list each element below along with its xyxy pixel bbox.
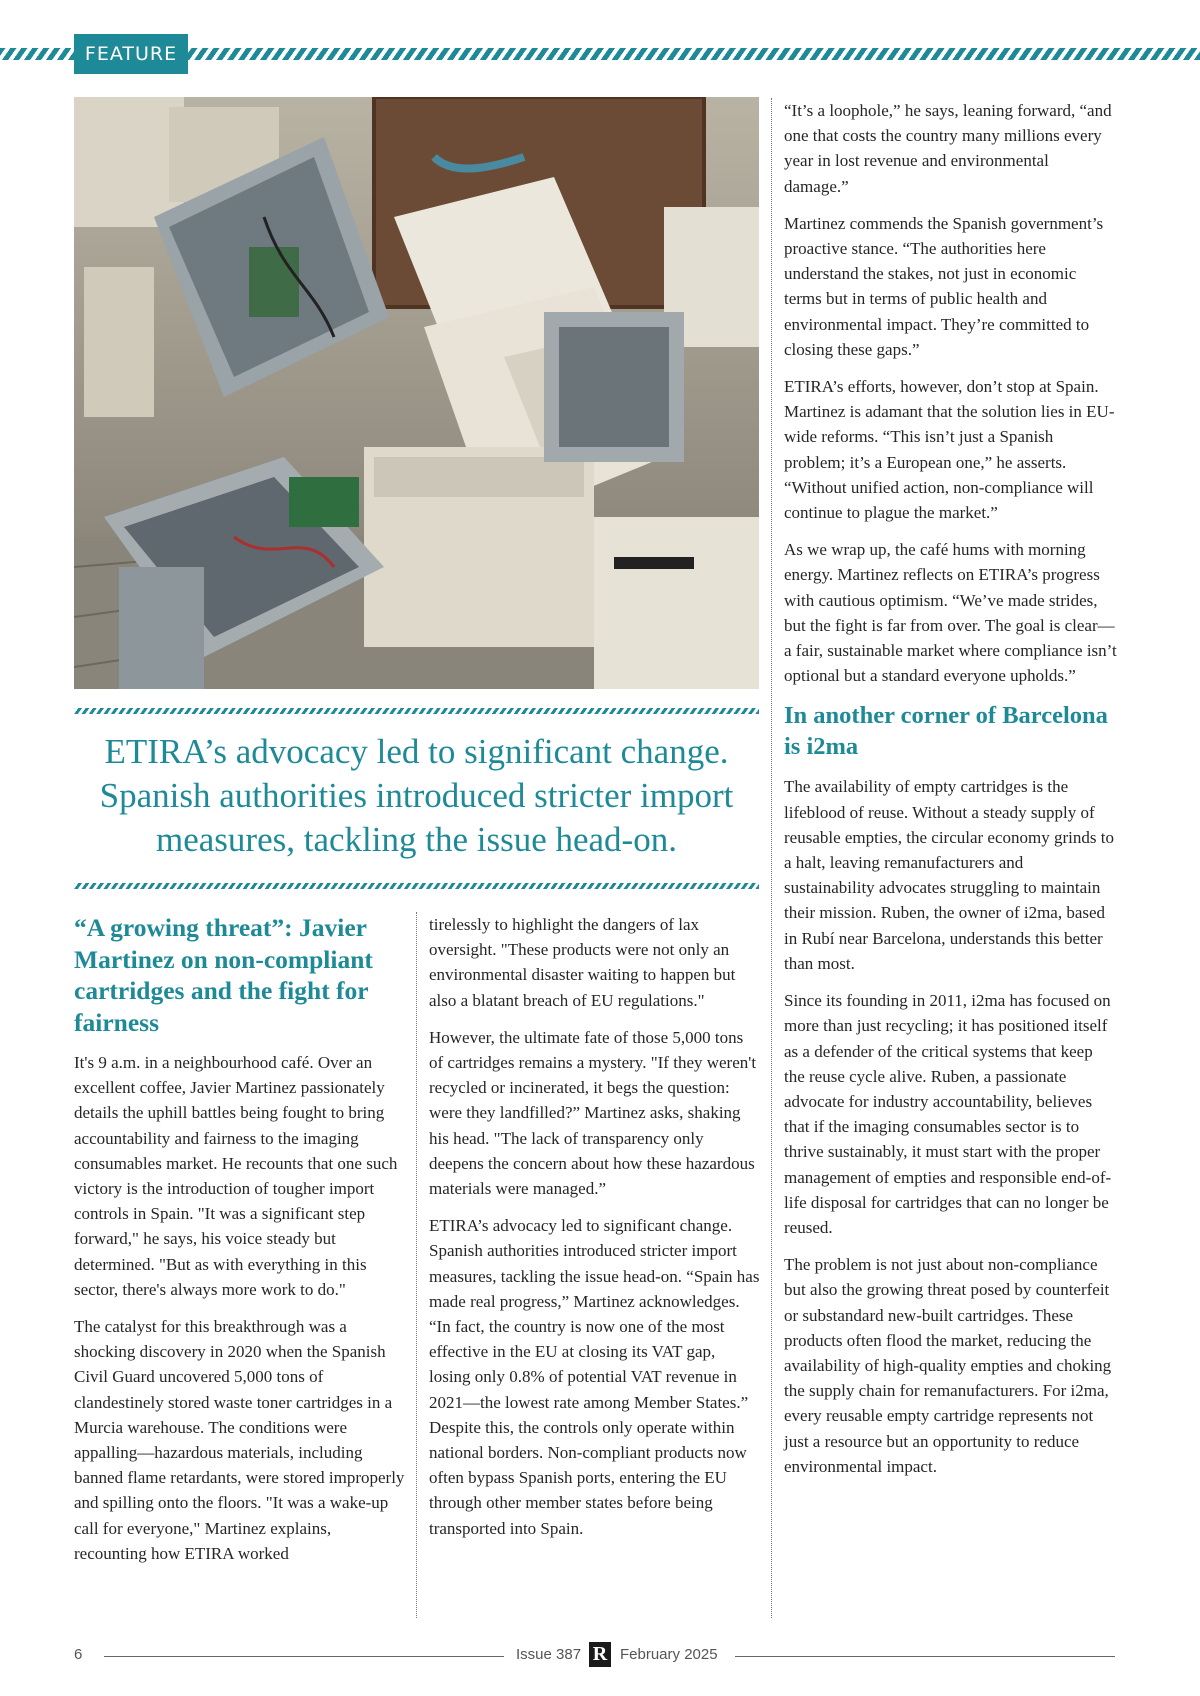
footer-rule-right — [735, 1656, 1115, 1657]
paragraph: tirelessly to highlight the dangers of lax oversight. "These products were not only an environmental disaster waiting to happen but also a blatant breach of EU regulations." — [429, 915, 736, 1010]
issue-number: Issue 387 — [516, 1646, 582, 1663]
section-tag: FEATURE — [74, 34, 188, 74]
paragraph: However, the ultimate fate of those 5,000 tons of cartridges remains a mystery. "If they weren't recycled or incinerated, it begs the question: were they landfilled?” Martinez asks, shaking his head. "The lack of transparency only deepens the concern about how these hazardous materials were managed.” — [429, 1027, 757, 1199]
paragraph: “It’s a loophole,” he says, leaning forward, “and one that costs the country many millions every year in lost revenue and environmental damage.” — [784, 101, 1112, 196]
column-divider-2 — [771, 98, 772, 1618]
header-stripe-left — [0, 48, 74, 60]
pullquote-rule-top — [74, 708, 759, 714]
header-stripe-right — [188, 48, 1200, 60]
magazine-logo-icon: R — [589, 1642, 611, 1667]
subheading: In another corner of Barcelona is i2ma — [784, 702, 1108, 761]
issue-date: February 2025 — [620, 1646, 718, 1663]
article-column-1 — [74, 912, 406, 1578]
paragraph: It's 9 a.m. in a neighbourhood café. Over an excellent coffee, Javier Martinez passionately details the uphill battles being fought to bring accountability and fairness to the imaging consumables market. He recounts that one such victory is the introduction of tougher import controls in Spain. "It was a significant step forward," he says, his voice steady but determined. "But as with everything in this sector, there's always more work to do." — [74, 1053, 398, 1299]
e-waste-photo — [74, 97, 759, 689]
paragraph: As we wrap up, the café hums with morning energy. Martinez reflects on ETIRA’s progress with cautious optimism. “We’ve made strides, but the fight is far from over. The goal is clear—a fair, sustainable market where compliance isn’t optional but a standard everyone upholds.” — [784, 540, 1117, 686]
page-footer — [0, 1640, 1200, 1670]
pullquote: ETIRA’s advocacy led to significant change. Spanish authorities introduced stricter import measures, tackling the issue head-on. — [99, 732, 734, 859]
paragraph: The catalyst for this breakthrough was a shocking discovery in 2020 when the Spanish Civil Guard uncovered 5,000 tons of clandestinely stored waste toner cartridges in a Murcia warehouse. The conditions were appalling—hazardous materials, including banned flame retardants, were stored improperly and spilling onto the floors. "It was a wake-up call for everyone," Martinez explains, recounting how ETIRA worked — [74, 1317, 405, 1563]
page-number: 6 — [74, 1646, 83, 1663]
paragraph: ETIRA’s efforts, however, don’t stop at Spain. Martinez is adamant that the solution lies in EU-wide reforms. “This isn’t just a Spanish problem; it’s a European one,” he asserts. “Without unified action, non-compliance will continue to plague the market.” — [784, 377, 1115, 523]
column-divider-1 — [416, 912, 417, 1618]
paragraph: The problem is not just about non-compliance but also the growing threat posed by counterfeit or substandard new-built cartridges. These products often flood the market, reducing the availability of high-quality empties and choking the supply chain for remanufacturers. For i2ma, every reusable empty cartridge represents not just a resource but an opportunity to reduce environmental impact. — [784, 1255, 1112, 1476]
paragraph: ETIRA’s advocacy led to significant change. Spanish authorities introduced stricter import measures, tackling the issue head-on. “Spain has made real progress,” Martinez acknowledges. “In fact, the country is now one of the most effective in the EU at closing its VAT gap, losing only 0.8% of potential VAT revenue in 2021—the lowest rate among Member States.” Despite this, the controls only operate within national borders. Non-compliant products now often bypass Spanish ports, entering the EU through other member states before being transported into Spain. — [429, 1216, 760, 1538]
paragraph: The availability of empty cartridges is the lifeblood of reuse. Without a steady supply of reusable empties, the circular economy grinds to a halt, leaving remanufacturers and sustainability advocates struggling to maintain their mission. Ruben, the owner of i2ma, based in Rubí near Barcelona, understands this better than most. — [784, 777, 1114, 973]
article-column-2 — [429, 912, 761, 1553]
footer-rule-left — [104, 1656, 504, 1657]
paragraph: Martinez commends the Spanish government’s proactive stance. “The authorities here understand the stakes, not just in economic terms but in terms of public health and environmental impact. They’re committed to closing these gaps.” — [784, 213, 1104, 359]
article-headline: “A growing threat”: Javier Martinez on non-compliant cartridges and the fight for fairness — [74, 913, 373, 1037]
paragraph: Since its founding in 2011, i2ma has focused on more than just recycling; it has positioned itself as a defender of the critical systems that keep the reuse cycle alive. Ruben, a passionate advocate for industry accountability, believes that if the imaging consumables sector is to thrive sustainably, it must start with the proper management of empties and responsible end-of-life disposal for cartridges that can no longer be reused. — [784, 991, 1112, 1237]
pullquote-rule-bottom — [74, 883, 759, 889]
article-column-3 — [784, 98, 1117, 1491]
